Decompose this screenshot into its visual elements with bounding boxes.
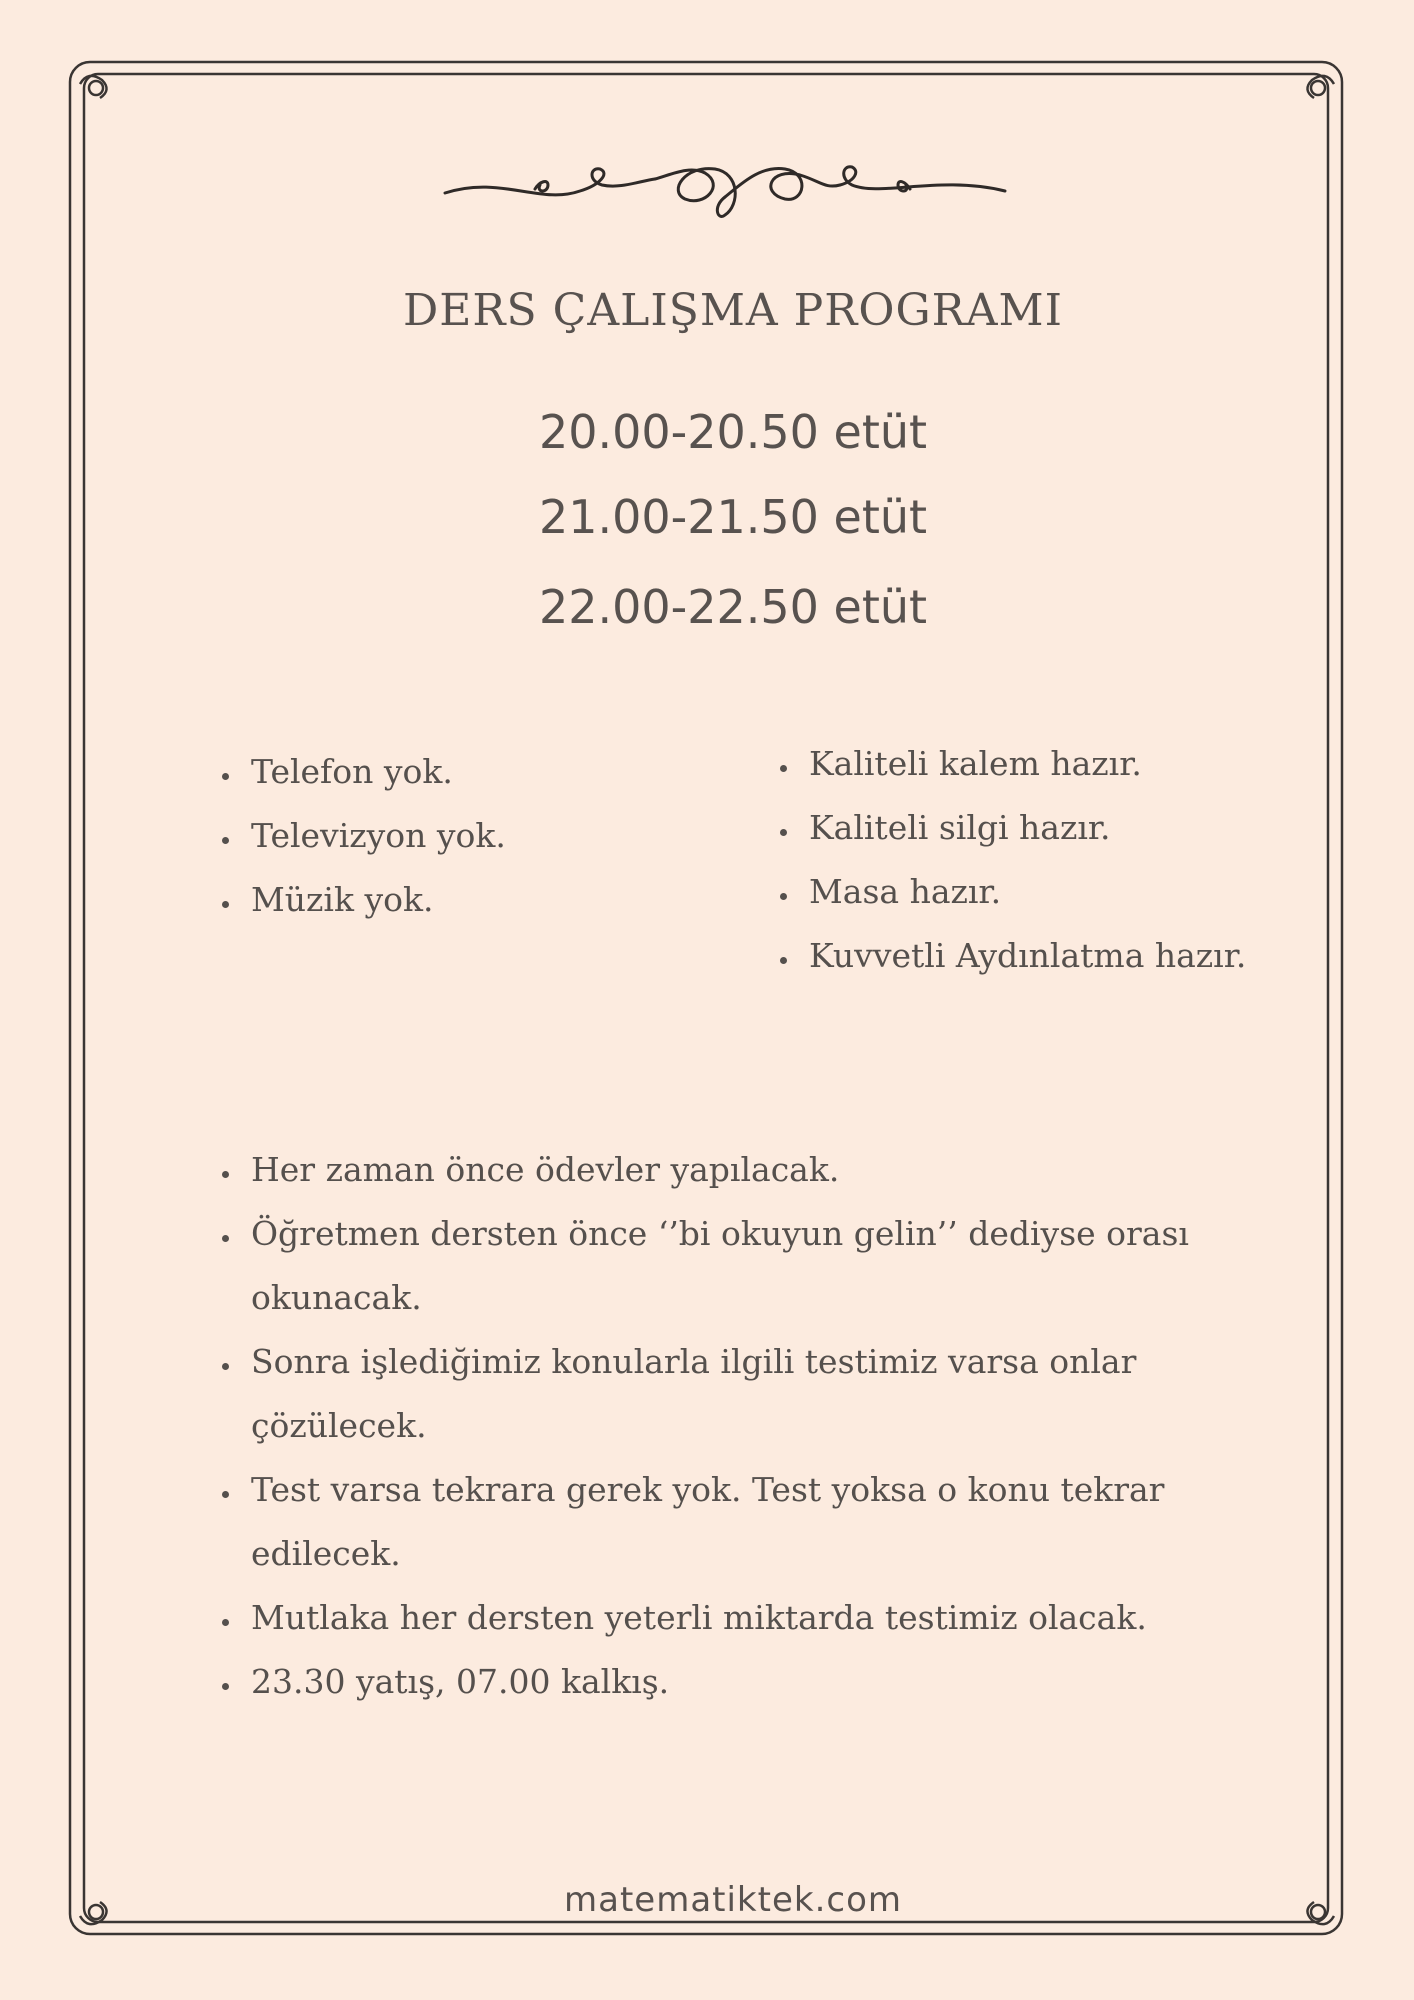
- list-item: • Televizyon yok.: [243, 804, 743, 868]
- page-title: DERS ÇALIŞMA PROGRAMI: [403, 285, 1063, 336]
- list-item: • Kaliteli kalem hazır.: [801, 732, 1361, 796]
- list-item: • Kuvvetli Aydınlatma hazır.: [801, 924, 1361, 988]
- schedule-slot-2: 21.00-21.50 etüt: [538, 490, 928, 544]
- list-item: • Kaliteli silgi hazır.: [801, 796, 1361, 860]
- schedule-slot-1: 20.00-20.50 etüt: [538, 405, 928, 459]
- list-item: • Sonra işlediğimiz konularla ilgili testimiz varsa onlar çözülecek.: [243, 1330, 1243, 1458]
- footer-website: matematiktek.com: [564, 1880, 902, 1920]
- list-item: • Mutlaka her dersten yeterli miktarda testimiz olacak.: [243, 1586, 1243, 1650]
- list-item: • Müzik yok.: [243, 868, 743, 932]
- list-item: • 23.30 yatış, 07.00 kalkış.: [243, 1650, 1243, 1714]
- list-item: • Her zaman önce ödevler yapılacak.: [243, 1138, 1243, 1202]
- no-distractions-list: [207, 740, 743, 932]
- ready-items-list: [765, 732, 1361, 988]
- ornamental-flourish-icon: [440, 145, 1010, 235]
- schedule-slot-3: 22.00-22.50 etüt: [538, 580, 928, 634]
- list-item: • Test varsa tekrara gerek yok. Test yoksa o konu tekrar edilecek.: [243, 1458, 1243, 1586]
- list-item: • Öğretmen dersten önce ‘’bi okuyun gelin’’ dediyse orası okunacak.: [243, 1202, 1243, 1330]
- list-item: • Masa hazır.: [801, 860, 1361, 924]
- list-item: • Telefon yok.: [243, 740, 743, 804]
- study-rules-list: [207, 1138, 1243, 1714]
